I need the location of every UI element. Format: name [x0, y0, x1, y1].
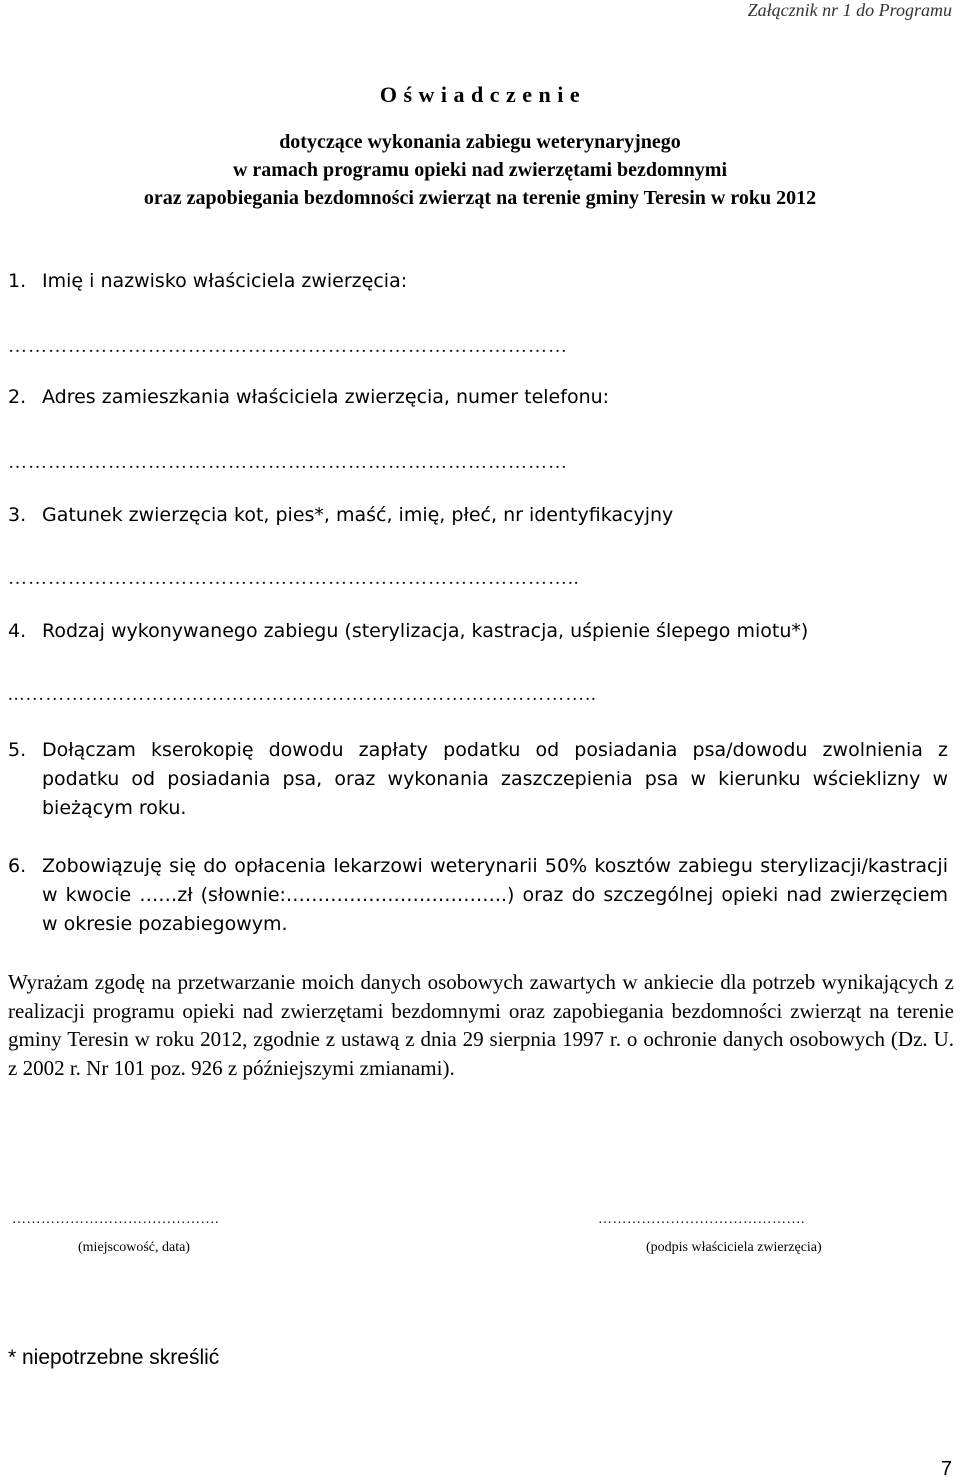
field-procedure-line[interactable]: ...………………………………………………………………………….. [8, 684, 597, 705]
item-label: Imię i nazwisko właściciela zwierzęcia: [42, 270, 408, 292]
field-animal-label [8, 504, 673, 526]
statement-text: Zobowiązuję się do opłacenia lekarzowi weterynarii 50% kosztów zabiegu sterylizacji/kastracji w kwocie ……zł (słownie:……………………………..) oraz do szczególnej opieki nad zwierzęciem w okresie pozabiegowym. [42, 855, 948, 935]
item-label: Gatunek zwierzęcia kot, pies*, maść, imię, płeć, nr identyfikacyjny [42, 504, 674, 526]
field-owner-name-line[interactable]: ………………………………………………………………………… [8, 336, 568, 357]
subtitle-line: dotyczące wykonania zabiegu weterynaryjnego [279, 131, 681, 153]
item-number: 5. [8, 739, 27, 761]
item-number: 4. [8, 620, 27, 642]
subtitle-line: oraz zapobiegania bezdomności zwierząt na terenie gminy Teresin w roku 2012 [143, 187, 817, 209]
item-number: 1. [8, 270, 27, 292]
field-animal-line[interactable]: ………………………………………………………………………….. [8, 568, 580, 589]
item-label: Rodzaj wykonywanego zabiegu (sterylizacja, kastracja, uśpienie ślepego miotu*) [42, 620, 809, 642]
field-address-label [8, 386, 609, 408]
field-owner-name-label [8, 270, 407, 292]
document-subtitle [0, 128, 960, 212]
item-number: 3. [8, 504, 27, 526]
place-date-line[interactable]: ……………………………………. [12, 1212, 219, 1227]
footnote: * niepotrzebne skreślić [8, 1346, 220, 1369]
statement-5 [8, 736, 948, 823]
item-number: 2. [8, 386, 27, 408]
statement-6 [8, 852, 948, 939]
annex-label: Załącznik nr 1 do Programu [747, 0, 952, 20]
item-number: 6. [8, 855, 27, 877]
page-number: 7 [940, 1458, 952, 1480]
place-date-label: (miejscowość, data) [78, 1240, 190, 1255]
owner-signature-label: (podpis właściciela zwierzęcia) [646, 1240, 822, 1255]
field-procedure-label [8, 620, 808, 642]
item-label: Adres zamieszkania właściciela zwierzęcia, numer telefonu: [42, 386, 610, 408]
document-title: O ś w i a d c z e n i e [379, 82, 581, 107]
consent-paragraph: Wyrażam zgodę na przetwarzanie moich danych osobowych zawartych w ankiecie dla potrzeb wynikających z realizacji programu opieki nad zwierzętami bezdomnymi oraz zapobiegania bezdomności zwierząt na terenie gminy Teresin w roku 2012, zgodnie z ustawą z dnia 29 sierpnia 1997 r. o ochronie danych osobowych (Dz. U. z 2002 r. Nr 101 poz. 926 z późniejszymi zmianami). [8, 970, 954, 1080]
field-address-line[interactable]: ………………………………………………………………………… [8, 452, 568, 473]
statement-text: Dołączam kserokopię dowodu zapłaty podatku od posiadania psa/dowodu zwolnienia z podatku od posiadania psa, oraz wykonania zaszczepienia psa w kierunku wścieklizny w bieżącym roku. [42, 739, 948, 819]
owner-signature-line[interactable]: ……………………………………. [598, 1212, 805, 1227]
subtitle-line: w ramach programu opieki nad zwierzętami bezdomnymi [232, 159, 728, 181]
